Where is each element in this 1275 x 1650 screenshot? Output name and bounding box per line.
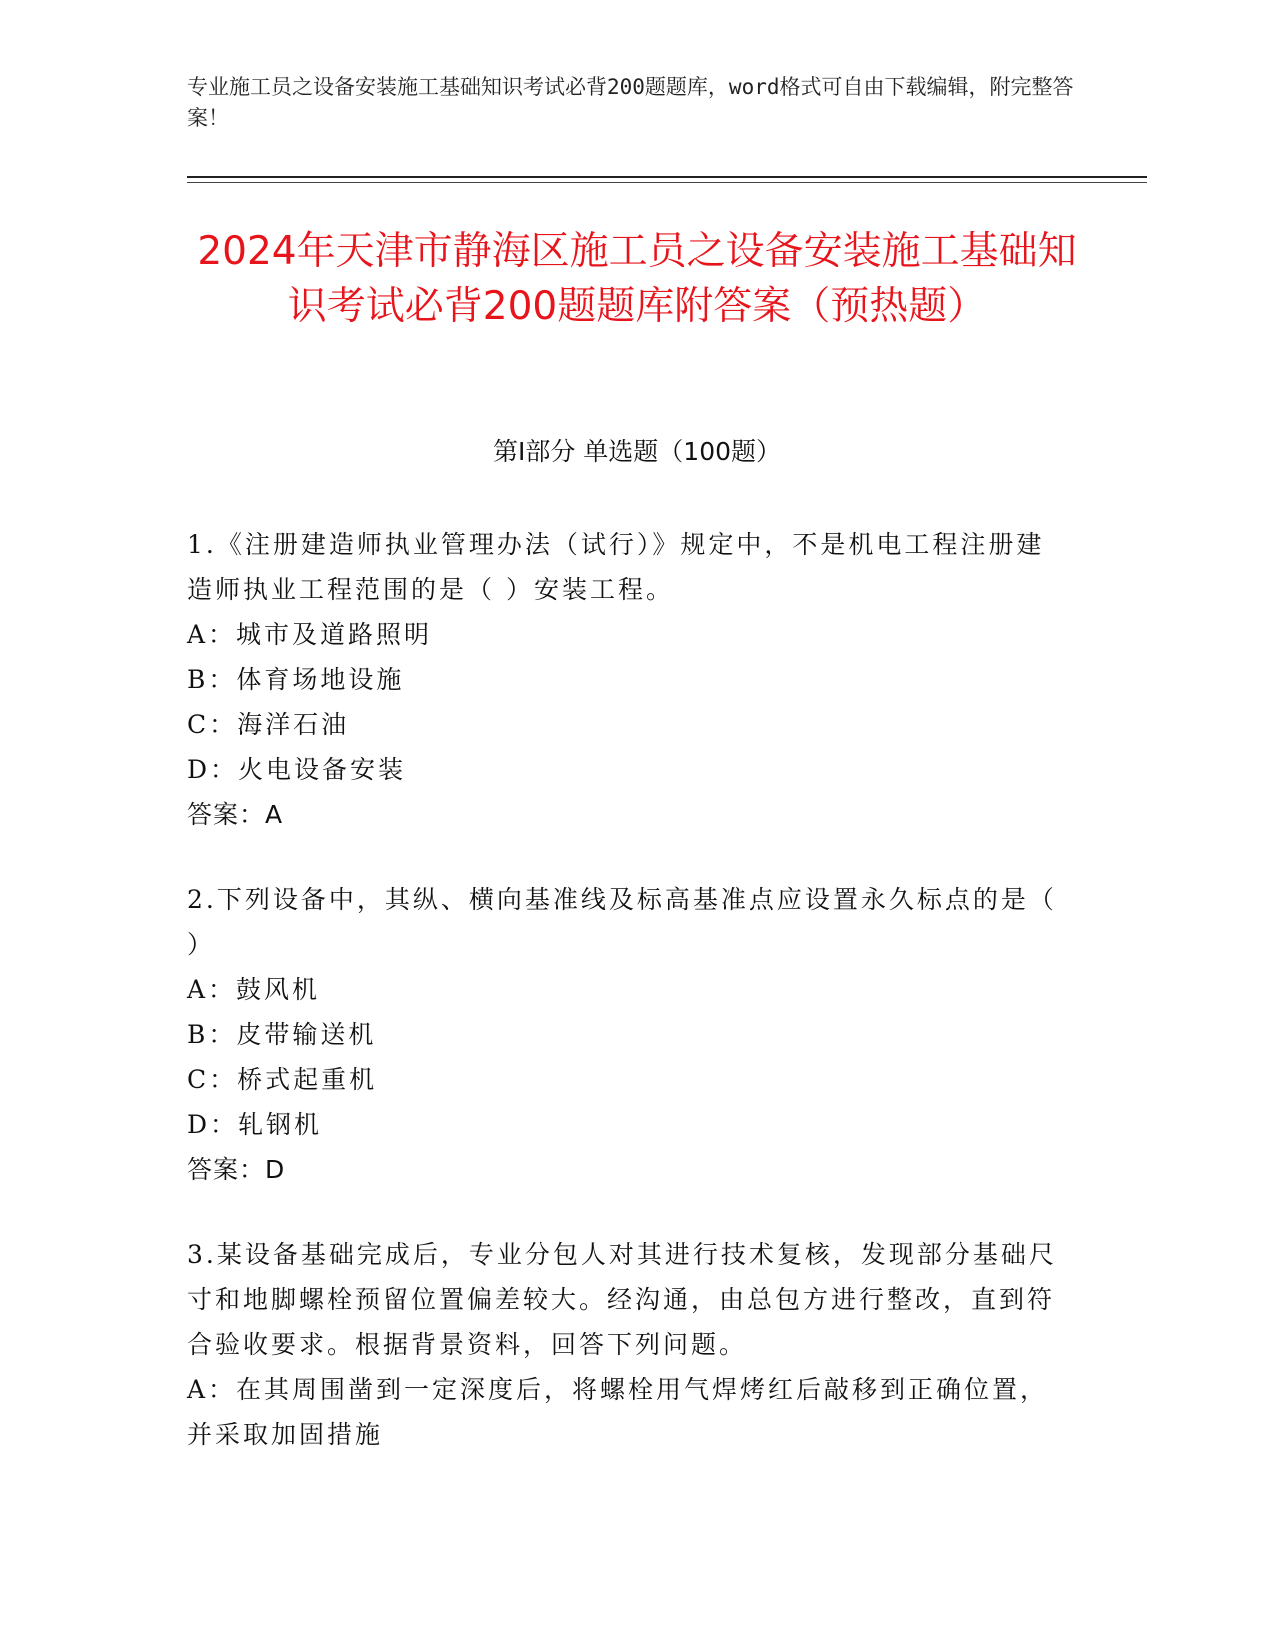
question-3 bbox=[187, 1232, 1067, 1457]
question-list bbox=[187, 522, 1067, 1497]
header-divider-thin bbox=[187, 182, 1147, 183]
answer-line: 答案：D bbox=[187, 1155, 286, 1184]
header-divider-thick bbox=[187, 176, 1147, 178]
header-note: 专业施工员之设备安装施工基础知识考试必背200题题库，word格式可自由下载编辑，附完整答案！ bbox=[187, 75, 1074, 130]
answer-line: 答案：A bbox=[187, 800, 284, 829]
option-a: A：城市及道路照明 bbox=[187, 620, 433, 649]
option-a: A：鼓风机 bbox=[187, 975, 321, 1004]
option-b: B：皮带输送机 bbox=[187, 1020, 377, 1049]
option-d: D：火电设备安装 bbox=[187, 755, 407, 784]
option-c: C：海洋石油 bbox=[187, 710, 350, 739]
section-heading: 第Ⅰ部分 单选题（100题） bbox=[492, 437, 782, 466]
document-title: 2024年天津市静海区施工员之设备安装施工基础知识考试必背200题题库附答案（预热题） bbox=[197, 229, 1077, 329]
option-a: A：在其周围凿到一定深度后，将螺栓用气焊烤红后敲移到正确位置，并采取加固措施 bbox=[187, 1375, 1049, 1449]
question-text: 1.《注册建造师执业管理办法（试行）》规定中，不是机电工程注册建造师执业工程范围的是（ ）安装工程。 bbox=[187, 530, 1045, 604]
question-1 bbox=[187, 522, 1067, 837]
option-c: C：桥式起重机 bbox=[187, 1065, 378, 1094]
question-text: 3.某设备基础完成后，专业分包人对其进行技术复核，发现部分基础尺寸和地脚螺栓预留位置偏差较大。经沟通，由总包方进行整改，直到符合验收要求。根据背景资料，回答下列问题。 bbox=[187, 1240, 1057, 1359]
question-text: 2.下列设备中，其纵、横向基准线及标高基准点应设置永久标点的是（ ） bbox=[187, 885, 1057, 959]
question-2 bbox=[187, 877, 1067, 1192]
option-d: D：轧钢机 bbox=[187, 1110, 323, 1139]
option-b: B：体育场地设施 bbox=[187, 665, 405, 694]
